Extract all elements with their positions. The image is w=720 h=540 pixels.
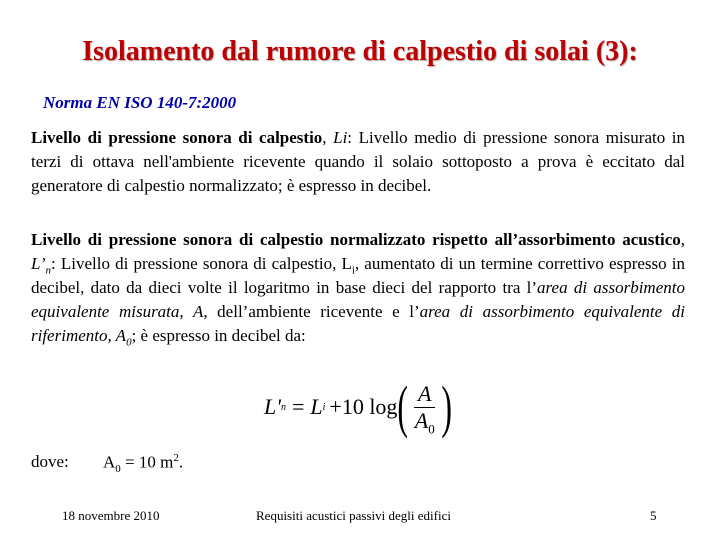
reference-area-term: area di assorbimento equivalente di riferimento, $A_0$ [31, 302, 685, 349]
definition-ln: Livello di pressione sonora di calpestio normalizzato rispetto all’assorbimento acustico, $L’_n$: Livello di pressione sonora di calpestio, $L_i$, aumentato di un termine correttivo espresso in decibel, dato da dieci volte il logaritmo in base dieci del rapporto tra l’area di assorbimento equivalente misurata, A, dell’ambiente ricevente e l’area di assorbimento equivalente di riferimento, $A_0$; è espresso in decibel da: [31, 230, 685, 349]
measured-area-term: area di assorbimento equivalente misurata, A [31, 278, 685, 321]
formula-ln: L' n = L i +10 log ( $\frac{A}{A_0}$ ) [264, 374, 452, 439]
definition-li-text: : Livello medio di pressione sonora misurato in terzi di ottava nell'ambiente ricevente quando il solaio sottoposto a prova è eccitato dal generatore di calpestio normalizzato; è espresso in decibel. [31, 128, 685, 195]
footer-date: 18 novembre 2010 [62, 508, 160, 523]
symbol-li: Li [333, 128, 348, 147]
definition-ln-text4: ; è espresso in decibel da: [131, 326, 306, 345]
definition-ln-text2: , aumentato di un termine correttivo espresso in decibel, dato da dieci volte il logaritmo in base dieci del rapporto tra l’ [31, 254, 685, 297]
norm-subtitle: Norma EN ISO 140-7:2000 [43, 93, 237, 112]
definition-ln-text1: : Livello di pressione sonora di calpestio, L [51, 254, 352, 273]
area-ratio: $\frac{A}{A_0}$ [414, 380, 435, 436]
term-li: Livello di pressione sonora di calpestio [31, 128, 323, 147]
term-ln: Livello di pressione sonora di calpestio normalizzato rispetto all’assorbimento acustico [31, 230, 681, 249]
where-label: dove: [31, 452, 69, 471]
page-number: 5 [650, 508, 657, 523]
footer-title: Requisiti acustici passivi degli edifici [256, 508, 451, 523]
symbol-ln: $L’_n$ [31, 254, 51, 277]
definition-li: Livello di pressione sonora di calpestio, Li: Livello medio di pressione sonora misurato in terzi di ottava nell'ambiente ricevente quando il solaio sottoposto a prova è eccitato dal generatore di calpestio normalizzato; è espresso in decibel. [31, 128, 685, 195]
definition-ln-text3: , dell’ambiente ricevente e l’ [203, 302, 420, 321]
slide-title: Isolamento dal rumore di calpestio di solai (3): [82, 36, 638, 67]
reference-area-value: $A_0 = 10$ $m^2$. [103, 452, 184, 476]
